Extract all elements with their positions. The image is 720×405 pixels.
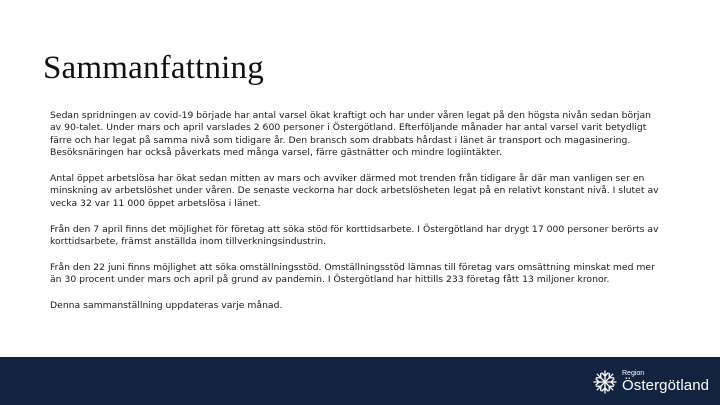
summary-paragraph-4: Från den 22 juni finns möjlighet att söka omställningsstöd. Omställningsstöd lämnas till företag vars omsättning minskat med mer än 30 procent under mars och april på grund av pandemin. I Östergötland har hittills 233 företag fått 13 miljoner kronor. [50,261,655,286]
region-ostergotland-flower-icon [592,369,618,395]
slide-title: Sammanfattning [43,50,264,86]
logo-region-label: Region [622,370,645,377]
summary-paragraph-3: Från den 7 april finns det möjlighet för företag att söka stöd för korttidsarbete. I Östergötland har drygt 17 000 personer berörts av korttidsarbete, främst anställda inom tillverkningsindustrin. [50,223,659,248]
summary-paragraph-2: Antal öppet arbetslösa har ökat sedan mitten av mars och avviker därmed mot trenden från tidigare år där man vanligen ser en minskning av arbetslöshet under våren. De senaste veckorna har dock arbetslösheten legat på en relativt konstant nivå. I slutet av vecka 32 var 11 000 öppet arbetslösa i länet. [50,173,659,209]
logo-wordmark [622,370,709,394]
summary-paragraph-1: Sedan spridningen av covid-19 började har antal varsel ökat kraftigt och har under våren legat på den högsta nivån sedan början av 90-talet. Under mars och april varslades 2 600 personer i Östergötland. Efterföljande månader har antal varsel varit betydligt färre och har legat på samma nivå som tidigare år. Den bransch som drabbats hårdast i länet är transport och magasinering. Besöksnäringen har också påverkats med många varsel, färre gästnätter och mindre logiintäkter. [50,110,652,159]
summary-paragraph-5: Denna sammanställning uppdateras varje månad. [50,300,283,312]
logo-ostergotland-label: Östergötland [622,377,710,394]
slide-body [50,110,662,326]
region-logo [592,366,709,398]
